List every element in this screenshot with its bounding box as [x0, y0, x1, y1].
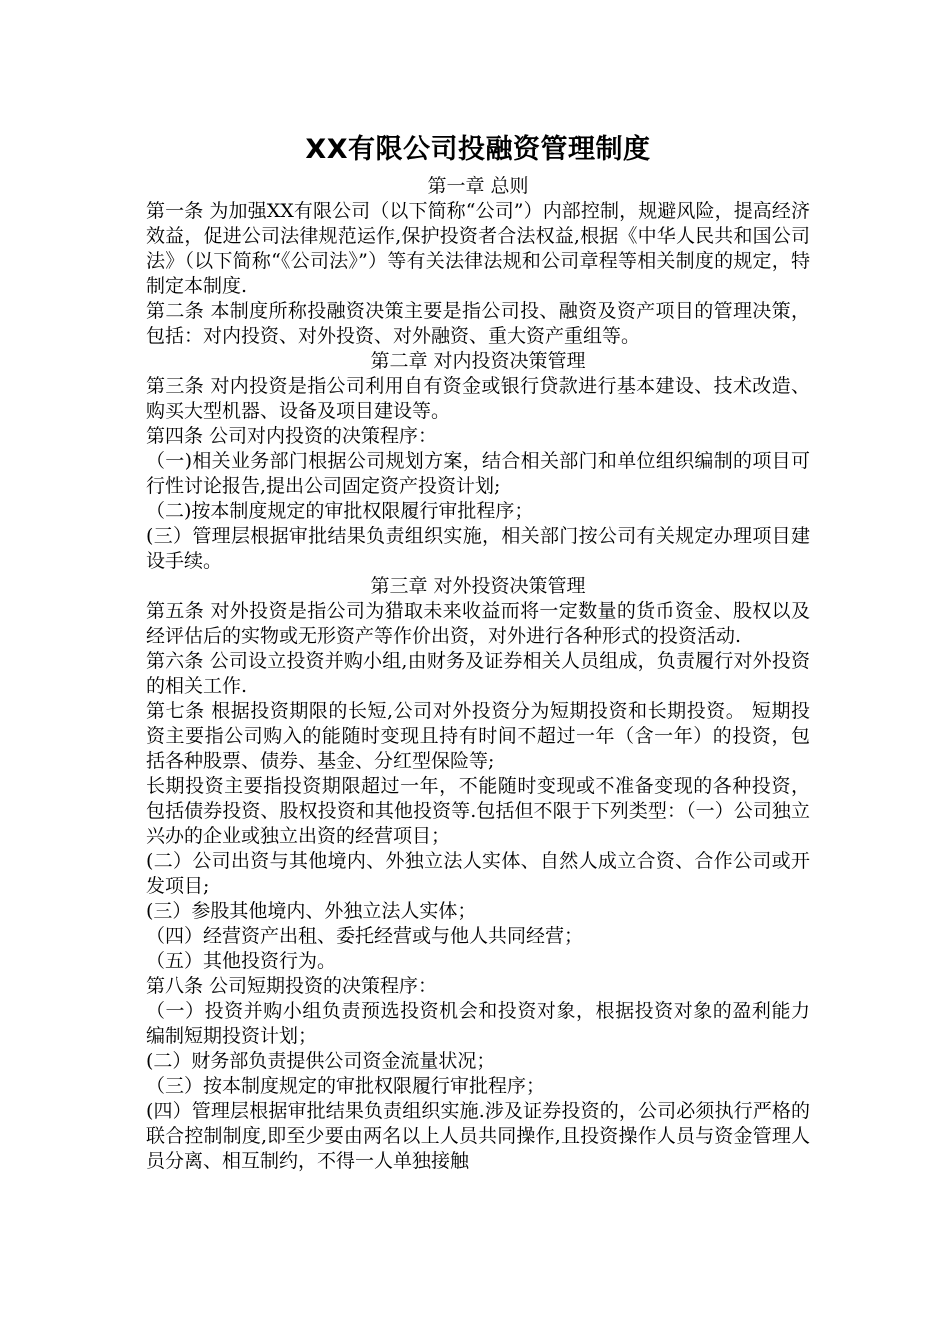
article-paragraph: （五）其他投资行为。: [146, 950, 337, 972]
article-paragraph: 第七条 根据投资期限的长短,公司对外投资分为短期投资和长期投资。 短期投资主要指公司购入的能随时变现且持有时间不超过一年（含一年）的投资，包括各种股票、债券、基金、分红型保险等;: [146, 700, 810, 772]
article-paragraph: 第五条 对外投资是指公司为猎取未来收益而将一定数量的货币资金、股权以及经评估后的实物或无形资产等作价出资，对外进行各种形式的投资活动.: [146, 600, 810, 647]
article-paragraph: 第八条 公司短期投资的决策程序：: [146, 975, 438, 997]
article-paragraph: 第一条 为加强XX有限公司（以下简称“公司”）内部控制，规避风险，提高经济效益，促进公司法律规范运作,保护投资者合法权益,根据《中华人民共和国公司法》（以下简称“《公司法》”）等有关法律法规和公司章程等相关制度的规定，特制定本制度.: [146, 200, 810, 297]
article-paragraph: (四）管理层根据审批结果负责组织实施.涉及证券投资的，公司必须执行严格的联合控制制度,即至少要由两名以上人员共同操作,且投资操作人员与资金管理人员分离、相互制约，不得一人单独接触: [146, 1100, 810, 1172]
article-paragraph: (二）公司出资与其他境内、外独立法人实体、自然人成立合资、合作公司或开发项目;: [146, 850, 810, 897]
article-paragraph: 第三条 对内投资是指公司利用自有资金或银行贷款进行基本建设、技术改造、购买大型机器、设备及项目建设等。: [146, 375, 810, 422]
article-paragraph: （三）按本制度规定的审批权限履行审批程序；: [146, 1075, 546, 1097]
article-paragraph: 长期投资主要指投资期限超过一年，不能随时变现或不准备变现的各种投资，包括债券投资、股权投资和其他投资等.包括但不限于下列类型：（一）公司独立兴办的企业或独立出资的经营项目；: [146, 775, 810, 847]
document-page: [146, 130, 810, 1174]
article-paragraph: （二)按本制度规定的审批权限履行审批程序；: [146, 500, 534, 522]
document-title: XX有限公司投融资管理制度: [305, 134, 651, 165]
article-paragraph: 第二条 本制度所称投融资决策主要是指公司投、融资及资产项目的管理决策，包括：对内投资、对外投资、对外融资、重大资产重组等。: [146, 300, 810, 347]
chapter-heading: 第二章 对内投资决策管理: [370, 350, 586, 372]
article-paragraph: （一）投资并购小组负责预选投资机会和投资对象，根据投资对象的盈利能力编制短期投资计划；: [146, 1000, 810, 1047]
article-paragraph: (三）参股其他境内、外独立法人实体；: [146, 900, 477, 922]
article-paragraph: 第六条 公司设立投资并购小组,由财务及证券相关人员组成，负责履行对外投资的相关工作.: [146, 650, 810, 697]
chapter-heading: 第一章 总则: [427, 175, 529, 197]
article-paragraph: (三）管理层根据审批结果负责组织实施，相关部门按公司有关规定办理项目建设手续。: [146, 525, 810, 572]
article-paragraph: （一)相关业务部门根据公司规划方案，结合相关部门和单位组织编制的项目可行性讨论报告,提出公司固定资产投资计划;: [146, 450, 810, 497]
document-body: [146, 174, 810, 1174]
article-paragraph: 第四条 公司对内投资的决策程序：: [146, 425, 438, 447]
chapter-heading: 第三章 对外投资决策管理: [370, 575, 586, 597]
article-paragraph: (二）财务部负责提供公司资金流量状况；: [146, 1050, 496, 1072]
article-paragraph: （四）经营资产出租、委托经营或与他人共同经营；: [146, 925, 584, 947]
